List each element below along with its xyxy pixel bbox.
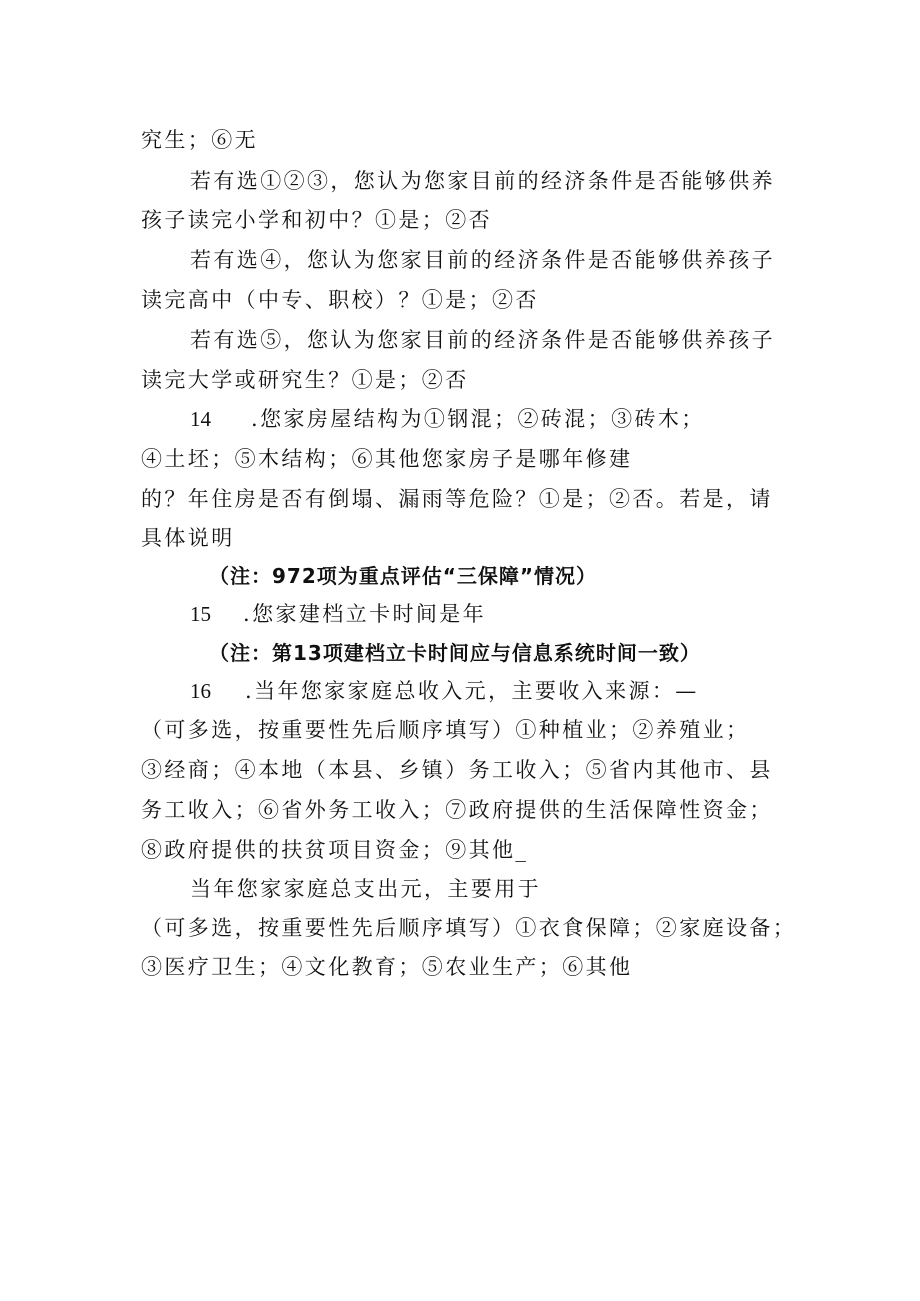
text-line: 若有选⑤，您认为您家目前的经济条件是否能够供养孩子 <box>190 328 775 352</box>
text-line: 读完大学或研究生？①是；②否 <box>141 368 469 392</box>
question-15 <box>190 600 486 628</box>
text-line: 务工收入；⑥省外务工收入；⑦政府提供的生活保障性资金； <box>141 798 773 822</box>
item-number: 16 <box>190 679 211 703</box>
item-number: 15 <box>190 602 211 626</box>
text-line: 究生；⑥无 <box>141 128 258 152</box>
text-line: ④土坯；⑤木结构；⑥其他您家房子是哪年修建 <box>141 447 633 471</box>
text-line: 具体说明 <box>141 526 235 550</box>
text-line: ③经商；④本地（本县、乡镇）务工收入；⑤省内其他市、县 <box>141 758 773 782</box>
item-text: .您家建档立卡时间是年 <box>243 602 487 626</box>
text-line: 读完高中（中专、职校）？①是；②否 <box>141 288 539 312</box>
text-line: （可多选，按重要性先后顺序填写）①衣食保障；②家庭设备； <box>141 916 797 940</box>
text-line: （可多选，按重要性先后顺序填写）①种植业；②养殖业； <box>141 718 750 742</box>
text-line: 的？年住房是否有倒塌、漏雨等危险？①是；②否。若是，请 <box>141 487 773 511</box>
text-line: 若有选④，您认为您家目前的经济条件是否能够供养孩子 <box>190 248 775 272</box>
note-line: （注：第13项建档立卡时间应与信息系统时间一致） <box>209 641 701 665</box>
item-text: .您家房屋结构为①钢混；②砖混；③砖木； <box>251 407 705 431</box>
text-line: 孩子读完小学和初中？①是；②否 <box>141 208 492 232</box>
question-16 <box>190 677 699 705</box>
item-text: .当年您家家庭总收入元，主要收入来源：— <box>245 679 699 703</box>
item-number: 14 <box>190 407 211 431</box>
text-line: ③医疗卫生；④文化教育；⑤农业生产；⑥其他 <box>141 955 633 979</box>
text-line: 若有选①②③，您认为您家目前的经济条件是否能够供养 <box>190 169 775 193</box>
note-line: （注：972项为重点评估“三保障”情况） <box>209 564 598 588</box>
question-14 <box>190 405 705 433</box>
text-line: ⑧政府提供的扶贫项目资金；⑨其他_ <box>141 838 529 862</box>
text-line: 当年您家家庭总支出元，主要用于 <box>190 877 541 901</box>
